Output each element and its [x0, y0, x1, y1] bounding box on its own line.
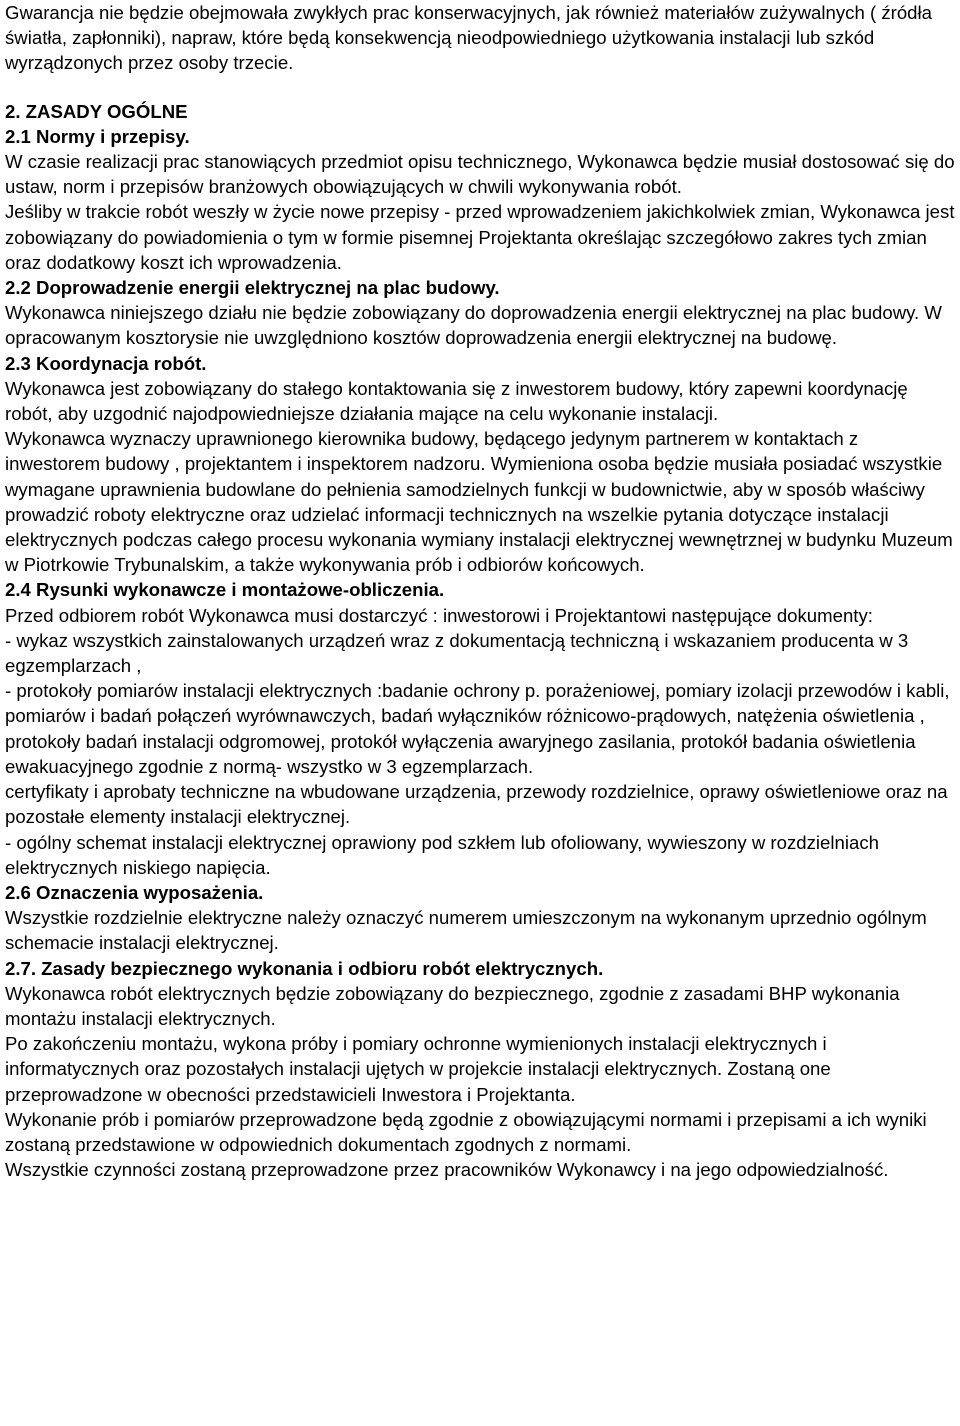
- section-2-2-title: 2.2 Doprowadzenie energii elektrycznej na plac budowy.: [5, 277, 500, 299]
- section-2-4-title: 2.4 Rysunki wykonawcze i montażowe-obliczenia.: [5, 579, 445, 601]
- section-2-4-list-item-3: certyfikaty i aprobaty techniczne na wbudowane urządzenia, przewody rozdzielnice, oprawy oświetleniowe oraz na pozostałe elementy instalacji elektrycznej.: [5, 781, 948, 828]
- section-2-4-list-item-2: - protokoły pomiarów instalacji elektrycznych :badanie ochrony p. porażeniowej, pomiary izolacji przewodów i kabli, pomiarów i badań połączeń wyrównawczych, badań wyłączników różnicowo-prądowych, natężenia oświetlenia , protokoły badań instalacji odgromowej, protokół wyłączenia awaryjnego zasilania, protokół badania oświetlenia ewakuacyjnego zgodnie z normą- wszystko w 3 egzemplarzach.: [5, 680, 950, 777]
- section-2-4-list-item-1: - wykaz wszystkich zainstalowanych urządzeń wraz z dokumentacją techniczną i wskazaniem producenta w 3 egzemplarzach ,: [5, 629, 909, 677]
- section-2-6-paragraph-1: Wszystkie rozdzielnie elektryczne należy oznaczyć numerem umieszczonym na wykonanym uprzednio ogólnym schemacie instalacji elektrycznej.: [5, 907, 927, 954]
- section-2-4-paragraph-1: Przed odbiorem robót Wykonawca musi dostarczyć : inwestorowi i Projektantowi następujące dokumenty:: [5, 604, 873, 626]
- section-2-6-title: 2.6 Oznaczenia wyposażenia.: [5, 881, 264, 903]
- intro-paragraph: Gwarancja nie będzie obejmowała zwykłych prac konserwacyjnych, jak również materiałów zużywalnych ( źródła światła, zapłonniki), napraw, które będą konsekwencją nieodpowiedniego użytkowania instalacji lub szkód wyrządzonych przez osoby trzecie.: [5, 2, 932, 74]
- section-2-7-title: 2.7. Zasady bezpiecznego wykonania i odbioru robót elektrycznych.: [5, 957, 604, 979]
- paragraph-gap: [5, 76, 956, 99]
- section-2-3-paragraph-1: Wykonawca jest zobowiązany do stałego kontaktowania się z inwestorem budowy, który zapewni koordynację robót, aby uzgodnić najodpowiedniejsze działania mające na celu wykonanie instalacji.: [5, 377, 908, 425]
- section-2-1-paragraph-2: Jeśliby w trakcie robót weszły w życie nowe przepisy - przed wprowadzeniem jakichkolwiek zmian, Wykonawca jest zobowiązany do powiadomienia o tym w formie pisemnej Projektanta określając szczegółowo zakres tych zmian oraz dodatkowy koszt ich wprowadzenia.: [5, 201, 955, 273]
- section-2-title: 2. ZASADY OGÓLNE: [5, 100, 188, 122]
- section-2-7-paragraph-1: Wykonawca robót elektrycznych będzie zobowiązany do bezpiecznego, zgodnie z zasadami BHP wykonania montażu instalacji elektrycznych.: [5, 982, 900, 1029]
- section-2-1-title: 2.1 Normy i przepisy.: [5, 125, 190, 147]
- section-2-3-title: 2.3 Koordynacja robót.: [5, 352, 207, 374]
- section-2-3-paragraph-2: Wykonawca wyznaczy uprawnionego kierownika budowy, będącego jedynym partnerem w kontaktach z inwestorem budowy , projektantem i inspektorem nadzoru. Wymieniona osoba będzie musiała posiadać wszystkie wymagane uprawnienia budowlane do pełnienia samodzielnych funkcji w budownictwie, aby w sposób właściwy prowadzić roboty elektryczne oraz udzielać informacji technicznych na wszelkie pytania dotyczące instalacji elektrycznych podczas całego procesu wykonania wymiany instalacji elektrycznej wewnętrznej w budynku Muzeum w Piotrkowie Trybunalskim, a także wykonywania prób i odbiorów końcowych.: [5, 428, 953, 576]
- section-2-2-paragraph-1: Wykonawca niniejszego działu nie będzie zobowiązany do doprowadzenia energii elektrycznej na plac budowy. W opracowanym kosztorysie nie uwzględniono kosztów doprowadzenia energii elektrycznej na budowę.: [5, 302, 942, 349]
- section-2-7-paragraph-4: Wszystkie czynności zostaną przeprowadzone przez pracowników Wykonawcy i na jego odpowiedzialność.: [5, 1159, 889, 1181]
- section-2-7-paragraph-3: Wykonanie prób i pomiarów przeprowadzone będą zgodnie z obowiązującymi normami i przepisami a ich wyniki zostaną przedstawione w odpowiednich dokumentach zgodnych z normami.: [5, 1108, 927, 1155]
- section-2-1-paragraph-1: W czasie realizacji prac stanowiących przedmiot opisu technicznego, Wykonawca będzie musiał dostosować się do ustaw, norm i przepisów branżowych obowiązujących w chwili wykonywania robót.: [5, 151, 955, 198]
- section-2-7-paragraph-2: Po zakończeniu montażu, wykona próby i pomiary ochronne wymienionych instalacji elektrycznych i informatycznych oraz pozostałych instalacji ujętych w projekcie instalacji elektrycznych. Zostaną one przeprowadzone w obecności przedstawicieli Inwestora i Projektanta.: [5, 1033, 831, 1105]
- section-2-4-list-item-4: - ogólny schemat instalacji elektrycznej oprawiony pod szkłem lub ofoliowany, wywieszony w rozdzielniach elektrycznych niskiego napięcia.: [5, 831, 879, 878]
